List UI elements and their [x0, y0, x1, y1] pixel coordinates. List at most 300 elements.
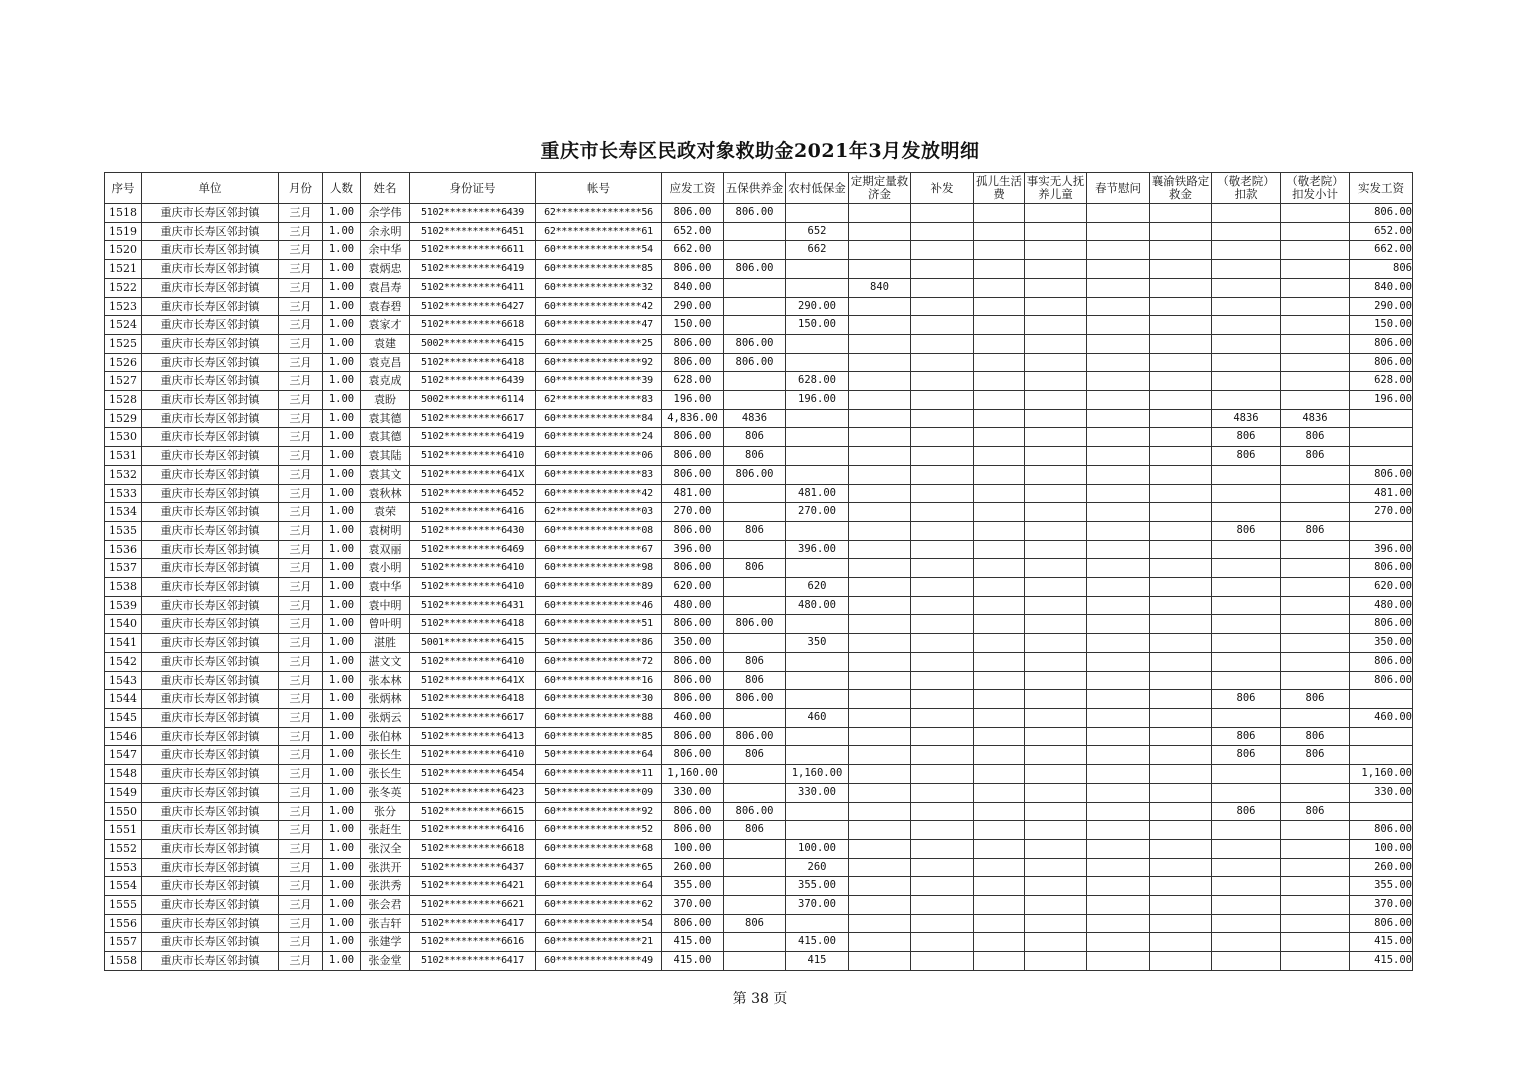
cell-count: 1.00 — [323, 372, 361, 391]
cell-nursing-deduction: 806 — [1212, 746, 1281, 765]
cell-spring-festival — [1087, 708, 1150, 727]
cell-nursing-subtotal — [1281, 241, 1350, 260]
cell-month: 三月 — [279, 578, 323, 597]
cell-fixed-relief — [849, 615, 911, 634]
cell-unsupported-child — [1025, 896, 1087, 915]
cell-month: 三月 — [279, 877, 323, 896]
cell-spring-festival — [1087, 578, 1150, 597]
cell-id-number: 5002**********6415 — [410, 334, 536, 353]
cell-index: 1538 — [105, 578, 142, 597]
cell-gross-pay: 415.00 — [662, 952, 724, 971]
cell-net-pay: 481.00 — [1350, 484, 1413, 503]
cell-fixed-relief — [849, 896, 911, 915]
cell-wubao: 806.00 — [724, 727, 786, 746]
cell-name: 张金堂 — [361, 952, 410, 971]
cell-count: 1.00 — [323, 260, 361, 279]
cell-count: 1.00 — [323, 821, 361, 840]
cell-name: 张本林 — [361, 671, 410, 690]
cell-nursing-subtotal — [1281, 952, 1350, 971]
cell-id-number: 5102**********6418 — [410, 690, 536, 709]
cell-index: 1532 — [105, 465, 142, 484]
cell-name: 张冬英 — [361, 783, 410, 802]
cell-account: 60***************49 — [536, 952, 662, 971]
cell-orphan — [974, 316, 1025, 335]
table-row — [105, 559, 1413, 578]
cell-back-pay — [911, 634, 974, 653]
cell-dibao — [786, 521, 849, 540]
cell-orphan — [974, 802, 1025, 821]
cell-account: 60***************11 — [536, 765, 662, 784]
cell-net-pay: 196.00 — [1350, 391, 1413, 410]
cell-nursing-deduction — [1212, 297, 1281, 316]
cell-name: 袁荣 — [361, 503, 410, 522]
cell-unsupported-child — [1025, 615, 1087, 634]
cell-month: 三月 — [279, 821, 323, 840]
cell-net-pay — [1350, 802, 1413, 821]
cell-account: 60***************25 — [536, 334, 662, 353]
cell-unit: 重庆市长寿区邻封镇 — [142, 634, 279, 653]
cell-dibao: 662 — [786, 241, 849, 260]
cell-unit: 重庆市长寿区邻封镇 — [142, 802, 279, 821]
cell-orphan — [974, 204, 1025, 223]
cell-unit: 重庆市长寿区邻封镇 — [142, 765, 279, 784]
cell-unit: 重庆市长寿区邻封镇 — [142, 914, 279, 933]
cell-dibao: 260 — [786, 858, 849, 877]
cell-index: 1535 — [105, 521, 142, 540]
col-header-nursing-deduction: （敬老院）扣款 — [1212, 173, 1281, 204]
cell-index: 1544 — [105, 690, 142, 709]
cell-nursing-subtotal — [1281, 204, 1350, 223]
table-row — [105, 372, 1413, 391]
cell-net-pay: 270.00 — [1350, 503, 1413, 522]
cell-net-pay: 370.00 — [1350, 896, 1413, 915]
cell-fixed-relief — [849, 409, 911, 428]
cell-index: 1533 — [105, 484, 142, 503]
col-header-gross-pay: 应发工资 — [662, 173, 724, 204]
cell-nursing-subtotal — [1281, 634, 1350, 653]
col-header-wubao: 五保供养金 — [724, 173, 786, 204]
cell-account: 60***************89 — [536, 578, 662, 597]
cell-id-number: 5102**********6439 — [410, 204, 536, 223]
cell-nursing-deduction — [1212, 353, 1281, 372]
cell-dibao — [786, 821, 849, 840]
cell-net-pay: 396.00 — [1350, 540, 1413, 559]
cell-name: 张炳云 — [361, 708, 410, 727]
table-row — [105, 727, 1413, 746]
cell-railway-relief — [1150, 952, 1212, 971]
cell-wubao — [724, 484, 786, 503]
cell-spring-festival — [1087, 821, 1150, 840]
cell-count: 1.00 — [323, 596, 361, 615]
cell-id-number: 5102**********6618 — [410, 316, 536, 335]
table-row — [105, 241, 1413, 260]
col-header-railway-relief: 襄渝铁路定救金 — [1150, 173, 1212, 204]
cell-count: 1.00 — [323, 652, 361, 671]
cell-index: 1530 — [105, 428, 142, 447]
cell-orphan — [974, 391, 1025, 410]
cell-gross-pay: 806.00 — [662, 746, 724, 765]
cell-railway-relief — [1150, 634, 1212, 653]
cell-nursing-subtotal — [1281, 708, 1350, 727]
cell-name: 袁其陆 — [361, 447, 410, 466]
cell-wubao — [724, 391, 786, 410]
cell-net-pay: 806.00 — [1350, 204, 1413, 223]
cell-orphan — [974, 933, 1025, 952]
cell-gross-pay: 806.00 — [662, 821, 724, 840]
cell-account: 50***************09 — [536, 783, 662, 802]
cell-dibao — [786, 353, 849, 372]
cell-count: 1.00 — [323, 521, 361, 540]
cell-back-pay — [911, 821, 974, 840]
cell-account: 60***************52 — [536, 821, 662, 840]
cell-account: 60***************42 — [536, 484, 662, 503]
cell-wubao — [724, 596, 786, 615]
col-header-account: 帐号 — [536, 173, 662, 204]
cell-nursing-subtotal — [1281, 297, 1350, 316]
cell-count: 1.00 — [323, 578, 361, 597]
cell-orphan — [974, 765, 1025, 784]
cell-net-pay: 460.00 — [1350, 708, 1413, 727]
cell-name: 湛文文 — [361, 652, 410, 671]
cell-name: 张汉全 — [361, 839, 410, 858]
cell-nursing-subtotal — [1281, 765, 1350, 784]
cell-spring-festival — [1087, 353, 1150, 372]
cell-unit: 重庆市长寿区邻封镇 — [142, 708, 279, 727]
cell-index: 1523 — [105, 297, 142, 316]
cell-spring-festival — [1087, 372, 1150, 391]
cell-fixed-relief — [849, 316, 911, 335]
cell-fixed-relief — [849, 802, 911, 821]
cell-back-pay — [911, 858, 974, 877]
cell-dibao — [786, 746, 849, 765]
cell-count: 1.00 — [323, 465, 361, 484]
cell-spring-festival — [1087, 484, 1150, 503]
cell-back-pay — [911, 727, 974, 746]
cell-name: 余永明 — [361, 222, 410, 241]
table-row — [105, 690, 1413, 709]
cell-railway-relief — [1150, 896, 1212, 915]
table-row — [105, 465, 1413, 484]
cell-name: 袁克昌 — [361, 353, 410, 372]
cell-railway-relief — [1150, 578, 1212, 597]
cell-gross-pay: 806.00 — [662, 353, 724, 372]
cell-month: 三月 — [279, 260, 323, 279]
cell-spring-festival — [1087, 540, 1150, 559]
cell-nursing-subtotal — [1281, 465, 1350, 484]
cell-dibao — [786, 652, 849, 671]
col-header-spring-festival: 春节慰问 — [1087, 173, 1150, 204]
cell-spring-festival — [1087, 260, 1150, 279]
cell-gross-pay: 270.00 — [662, 503, 724, 522]
cell-nursing-deduction: 806 — [1212, 690, 1281, 709]
cell-index: 1551 — [105, 821, 142, 840]
cell-name: 张长生 — [361, 746, 410, 765]
cell-net-pay: 662.00 — [1350, 241, 1413, 260]
cell-wubao: 806 — [724, 521, 786, 540]
cell-count: 1.00 — [323, 727, 361, 746]
cell-name: 袁中华 — [361, 578, 410, 597]
cell-railway-relief — [1150, 465, 1212, 484]
cell-railway-relief — [1150, 708, 1212, 727]
cell-railway-relief — [1150, 428, 1212, 447]
cell-index: 1525 — [105, 334, 142, 353]
cell-name: 余学伟 — [361, 204, 410, 223]
cell-back-pay — [911, 559, 974, 578]
cell-unsupported-child — [1025, 783, 1087, 802]
cell-spring-festival — [1087, 765, 1150, 784]
cell-nursing-deduction — [1212, 596, 1281, 615]
cell-nursing-deduction — [1212, 765, 1281, 784]
cell-orphan — [974, 746, 1025, 765]
cell-month: 三月 — [279, 746, 323, 765]
cell-unsupported-child — [1025, 727, 1087, 746]
cell-gross-pay: 806.00 — [662, 428, 724, 447]
table-row — [105, 634, 1413, 653]
table-row — [105, 484, 1413, 503]
cell-nursing-deduction — [1212, 615, 1281, 634]
cell-back-pay — [911, 746, 974, 765]
cell-fixed-relief — [849, 391, 911, 410]
cell-dibao: 355.00 — [786, 877, 849, 896]
cell-gross-pay: 350.00 — [662, 634, 724, 653]
cell-gross-pay: 396.00 — [662, 540, 724, 559]
cell-month: 三月 — [279, 952, 323, 971]
cell-dibao: 1,160.00 — [786, 765, 849, 784]
cell-dibao: 652 — [786, 222, 849, 241]
cell-name: 湛胜 — [361, 634, 410, 653]
cell-unsupported-child — [1025, 652, 1087, 671]
cell-nursing-deduction — [1212, 578, 1281, 597]
cell-nursing-subtotal — [1281, 559, 1350, 578]
cell-unsupported-child — [1025, 409, 1087, 428]
table-row — [105, 540, 1413, 559]
cell-count: 1.00 — [323, 690, 361, 709]
cell-dibao — [786, 278, 849, 297]
cell-dibao — [786, 559, 849, 578]
cell-index: 1518 — [105, 204, 142, 223]
cell-month: 三月 — [279, 222, 323, 241]
cell-count: 1.00 — [323, 353, 361, 372]
cell-orphan — [974, 409, 1025, 428]
cell-unsupported-child — [1025, 297, 1087, 316]
cell-unsupported-child — [1025, 596, 1087, 615]
cell-gross-pay: 480.00 — [662, 596, 724, 615]
cell-spring-festival — [1087, 596, 1150, 615]
cell-nursing-deduction: 806 — [1212, 447, 1281, 466]
cell-month: 三月 — [279, 316, 323, 335]
cell-wubao: 806.00 — [724, 802, 786, 821]
cell-name: 张会君 — [361, 896, 410, 915]
cell-nursing-deduction — [1212, 634, 1281, 653]
cell-month: 三月 — [279, 278, 323, 297]
cell-back-pay — [911, 447, 974, 466]
cell-unit: 重庆市长寿区邻封镇 — [142, 615, 279, 634]
cell-unit: 重庆市长寿区邻封镇 — [142, 952, 279, 971]
cell-nursing-deduction: 806 — [1212, 428, 1281, 447]
cell-railway-relief — [1150, 652, 1212, 671]
cell-month: 三月 — [279, 204, 323, 223]
cell-orphan — [974, 503, 1025, 522]
cell-count: 1.00 — [323, 241, 361, 260]
cell-fixed-relief: 840 — [849, 278, 911, 297]
cell-unit: 重庆市长寿区邻封镇 — [142, 578, 279, 597]
cell-back-pay — [911, 241, 974, 260]
cell-net-pay: 628.00 — [1350, 372, 1413, 391]
cell-orphan — [974, 596, 1025, 615]
cell-unit: 重庆市长寿区邻封镇 — [142, 690, 279, 709]
cell-net-pay — [1350, 447, 1413, 466]
cell-dibao: 460 — [786, 708, 849, 727]
cell-unit: 重庆市长寿区邻封镇 — [142, 933, 279, 952]
cell-railway-relief — [1150, 596, 1212, 615]
table-row — [105, 746, 1413, 765]
cell-count: 1.00 — [323, 671, 361, 690]
table-row — [105, 353, 1413, 372]
cell-spring-festival — [1087, 727, 1150, 746]
cell-wubao: 806.00 — [724, 465, 786, 484]
cell-index: 1555 — [105, 896, 142, 915]
cell-nursing-deduction — [1212, 896, 1281, 915]
table-row — [105, 802, 1413, 821]
cell-net-pay: 806.00 — [1350, 334, 1413, 353]
cell-id-number: 5001**********6415 — [410, 634, 536, 653]
cell-count: 1.00 — [323, 222, 361, 241]
cell-gross-pay: 652.00 — [662, 222, 724, 241]
cell-nursing-deduction — [1212, 952, 1281, 971]
cell-index: 1519 — [105, 222, 142, 241]
cell-back-pay — [911, 503, 974, 522]
cell-fixed-relief — [849, 746, 911, 765]
cell-nursing-subtotal — [1281, 391, 1350, 410]
cell-railway-relief — [1150, 391, 1212, 410]
cell-net-pay: 415.00 — [1350, 933, 1413, 952]
cell-spring-festival — [1087, 447, 1150, 466]
cell-back-pay — [911, 372, 974, 391]
cell-count: 1.00 — [323, 708, 361, 727]
cell-count: 1.00 — [323, 615, 361, 634]
cell-back-pay — [911, 765, 974, 784]
cell-back-pay — [911, 391, 974, 410]
table-row — [105, 222, 1413, 241]
cell-unit: 重庆市长寿区邻封镇 — [142, 260, 279, 279]
cell-unit: 重庆市长寿区邻封镇 — [142, 727, 279, 746]
cell-account: 60***************92 — [536, 353, 662, 372]
cell-name: 张长生 — [361, 765, 410, 784]
cell-net-pay: 806.00 — [1350, 559, 1413, 578]
cell-orphan — [974, 914, 1025, 933]
cell-nursing-deduction — [1212, 316, 1281, 335]
cell-wubao — [724, 877, 786, 896]
cell-fixed-relief — [849, 708, 911, 727]
cell-wubao — [724, 372, 786, 391]
cell-back-pay — [911, 409, 974, 428]
cell-account: 60***************51 — [536, 615, 662, 634]
cell-index: 1552 — [105, 839, 142, 858]
cell-account: 60***************72 — [536, 652, 662, 671]
cell-spring-festival — [1087, 839, 1150, 858]
cell-count: 1.00 — [323, 447, 361, 466]
cell-unit: 重庆市长寿区邻封镇 — [142, 372, 279, 391]
cell-railway-relief — [1150, 746, 1212, 765]
cell-month: 三月 — [279, 372, 323, 391]
table-row — [105, 260, 1413, 279]
cell-orphan — [974, 690, 1025, 709]
cell-count: 1.00 — [323, 297, 361, 316]
cell-nursing-deduction — [1212, 877, 1281, 896]
cell-id-number: 5102**********6416 — [410, 821, 536, 840]
cell-id-number: 5102**********6431 — [410, 596, 536, 615]
cell-orphan — [974, 671, 1025, 690]
cell-orphan — [974, 241, 1025, 260]
cell-unsupported-child — [1025, 746, 1087, 765]
cell-orphan — [974, 634, 1025, 653]
cell-dibao — [786, 409, 849, 428]
cell-railway-relief — [1150, 316, 1212, 335]
cell-unit: 重庆市长寿区邻封镇 — [142, 540, 279, 559]
cell-id-number: 5102**********641X — [410, 465, 536, 484]
cell-net-pay: 806.00 — [1350, 465, 1413, 484]
cell-account: 60***************42 — [536, 297, 662, 316]
cell-orphan — [974, 297, 1025, 316]
cell-dibao: 480.00 — [786, 596, 849, 615]
cell-orphan — [974, 484, 1025, 503]
table-row — [105, 503, 1413, 522]
cell-month: 三月 — [279, 447, 323, 466]
cell-spring-festival — [1087, 914, 1150, 933]
cell-unit: 重庆市长寿区邻封镇 — [142, 839, 279, 858]
cell-nursing-subtotal: 806 — [1281, 428, 1350, 447]
cell-account: 62***************83 — [536, 391, 662, 410]
cell-railway-relief — [1150, 914, 1212, 933]
cell-nursing-subtotal — [1281, 316, 1350, 335]
cell-nursing-deduction — [1212, 821, 1281, 840]
cell-name: 张洪开 — [361, 858, 410, 877]
cell-back-pay — [911, 802, 974, 821]
cell-wubao: 4836 — [724, 409, 786, 428]
cell-unit: 重庆市长寿区邻封镇 — [142, 877, 279, 896]
cell-fixed-relief — [849, 353, 911, 372]
cell-nursing-deduction — [1212, 465, 1281, 484]
cell-unsupported-child — [1025, 260, 1087, 279]
cell-account: 60***************62 — [536, 896, 662, 915]
cell-nursing-subtotal: 806 — [1281, 447, 1350, 466]
table-row — [105, 316, 1413, 335]
cell-id-number: 5102**********6421 — [410, 877, 536, 896]
cell-orphan — [974, 783, 1025, 802]
cell-back-pay — [911, 484, 974, 503]
cell-nursing-subtotal — [1281, 353, 1350, 372]
cell-orphan — [974, 353, 1025, 372]
table-row — [105, 765, 1413, 784]
cell-count: 1.00 — [323, 746, 361, 765]
cell-name: 袁双丽 — [361, 540, 410, 559]
cell-fixed-relief — [849, 690, 911, 709]
cell-unsupported-child — [1025, 521, 1087, 540]
cell-net-pay: 350.00 — [1350, 634, 1413, 653]
cell-nursing-deduction: 806 — [1212, 727, 1281, 746]
cell-gross-pay: 481.00 — [662, 484, 724, 503]
cell-net-pay: 806.00 — [1350, 615, 1413, 634]
cell-wubao: 806.00 — [724, 690, 786, 709]
cell-account: 60***************83 — [536, 465, 662, 484]
cell-orphan — [974, 896, 1025, 915]
cell-nursing-deduction — [1212, 671, 1281, 690]
cell-account: 60***************24 — [536, 428, 662, 447]
cell-back-pay — [911, 783, 974, 802]
cell-wubao: 806 — [724, 671, 786, 690]
cell-unsupported-child — [1025, 465, 1087, 484]
cell-id-number: 5102**********6410 — [410, 746, 536, 765]
